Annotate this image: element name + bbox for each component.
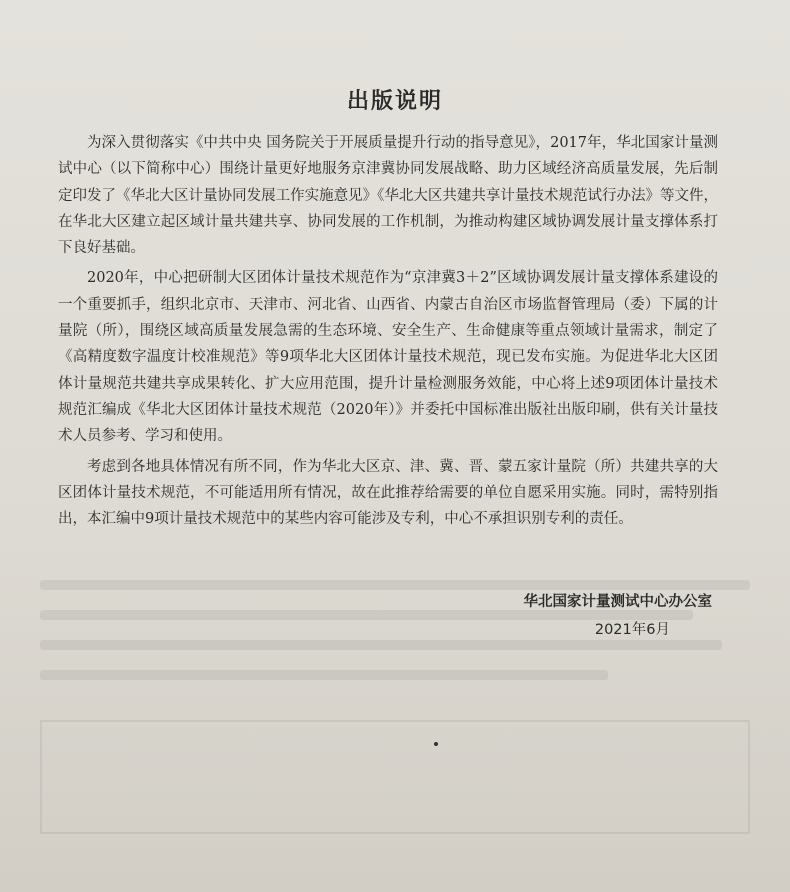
- signature-date: 2021年6月: [594, 622, 670, 638]
- paragraph: 2020年，中心把研制大区团体计量技术规范作为“京津冀3＋2”区域协调发展计量支撑体系建设的一个重要抓手，组织北京市、天津市、河北省、山西省、内蒙古自治区市场监督管理局（委）下属的计量院（所），围绕区域高质量发展急需的生态环境、安全生产、生命健康等重点领域计量需求，制定了《高精度数字温度计校准规范》等9项华北大区团体计量技术规范，现已发布实施。为促进华北大区团体计量规范共建共享成果转化、扩大应用范围，提升计量检测服务效能，中心将上述9项团体计量技术规范汇编成《华北大区团体计量技术规范（2020年）》并委托中国标准出版社出版印刷，供有关计量技术人员参考、学习和使用。: [58, 270, 718, 445]
- signature-org: 华北国家计量测试中心办公室: [523, 594, 712, 610]
- page-dot-mark: [434, 742, 438, 746]
- page-title: 出版说明: [346, 89, 443, 114]
- paragraph: 为深入贯彻落实《中共中央 国务院关于开展质量提升行动的指导意见》，2017年，华北国家计量测试中心（以下简称中心）围绕计量更好地服务京津冀协同发展战略、助力区域经济高质量发展，先后制定印发了《华北大区计量协同发展工作实施意见》《华北大区共建共享计量技术规范试行办法》等文件，在华北大区建立起区域计量共建共享、协同发展的工作机制，为推动构建区域协调发展计量支撑体系打下良好基础。: [58, 135, 718, 257]
- paragraph: 考虑到各地具体情况有所不同，作为华北大区京、津、冀、晋、蒙五家计量院（所）共建共享的大区团体计量技术规范，不可能适用所有情况，故在此推荐给需要的单位自愿采用实施。同时，需特别指出，本汇编中9项计量技术规范中的某些内容可能涉及专利，中心不承担识别专利的责任。: [58, 458, 718, 528]
- document-body: [58, 130, 718, 536]
- signature-block: [524, 588, 713, 644]
